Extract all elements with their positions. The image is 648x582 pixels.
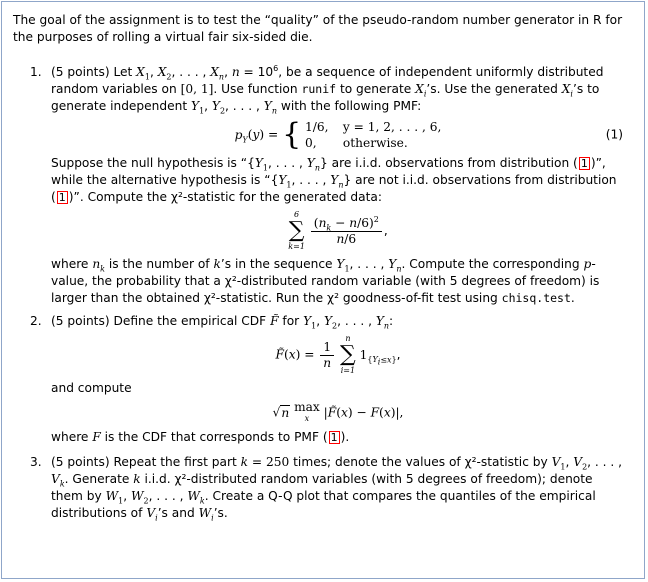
- pmf-case1-cond: y = 1, 2, . . . , 6,: [342, 120, 442, 134]
- task-3-generate: . Generate: [64, 472, 130, 486]
- chisq-test-code: chisq.test: [501, 291, 571, 305]
- assignment-document: [13, 12, 625, 522]
- task-2-text: (5 points) Define the empirical CDF F̃ for $Y_1$, $Y_2$, . . . , $Y_n$:: [51, 314, 394, 331]
- task-2-number: 2.: [30, 314, 42, 328]
- pvalue-desc: -value, the probability that a χ²-distributed random variable (with 5 degrees of freedom) is larger than the obtained χ²-statistic. Run the χ² goodness-of-fit test using: [51, 257, 600, 305]
- pvalue-lead: . Compute the corresponding: [401, 257, 580, 271]
- task-2-where-text: where: [51, 430, 89, 444]
- task-1-lead: (5 points) Let: [51, 65, 133, 79]
- task-1: [13, 64, 625, 307]
- runif-code: runif: [301, 82, 337, 96]
- task-1-where: where $n_k$ is the number of k’s in the sequence $Y_1$, . . . , $Y_n$. Compute the corresponding p-value, the probability that a χ²-distributed random variable (with 5 degrees of freedom) is larger than the obtained χ²-statistic. Run the χ² goodness-of-fit test using chisq.test.: [51, 257, 600, 305]
- task-1-seq-desc: be a sequence of independent uniformly distributed random variables on: [51, 65, 604, 96]
- equation-ref-link[interactable]: 1: [58, 191, 66, 204]
- task-list: [13, 64, 625, 522]
- and-compute-text: and compute: [51, 381, 132, 395]
- chi-square-intro: )”. Compute the χ²-statistic for the generated data:: [68, 190, 382, 204]
- task-3-iid: i.i.d. χ²-distributed random variables (with 5 degrees of freedom); denote them by: [51, 472, 593, 503]
- sequence-desc: ’s in the sequence: [220, 257, 333, 271]
- null-hypothesis-text: are i.i.d. observations from distribution (: [331, 156, 578, 170]
- task-1-hypotheses: Suppose the null hypothesis is “{$Y_1$, . . . , $Y_n$} are i.i.d. observations from distribution ( 1 )”, while the alternative hypothesis is “{$Y_1$, . . . , $Y_n$} are not i.i.d. observations from distribution ( 1 )”. Compute the χ²-statistic for the generated data:: [51, 156, 617, 204]
- task-1-to-generate: to generate: [339, 82, 412, 96]
- task-1-pmf-intro: with the following PMF:: [280, 99, 422, 113]
- pmf-case2-value: 0,: [305, 136, 317, 150]
- task-1-text: (5 points) Let $X_1$, $X_2$, . . . , $X_n$, $n = 10^6$, be a sequence of independent uniformly distributed random variables on [0, 1]. Use function runif to generate $X_i’s$. Use the generated $X_i’s$ to generate independent $Y_1$, $Y_2$, . . . , $Y_n$ with the following PMF:: [51, 63, 604, 116]
- equation-ref-link[interactable]: 1: [330, 431, 338, 444]
- intro-paragraph: The goal of the assignment is to test the “quality” of the pseudo-random number generator in R for the purposes of rolling a virtual fair six-sided die.: [13, 13, 623, 44]
- task-1-use-func: . Use function: [213, 82, 298, 96]
- task-1-gen-indep: ’s to generate independent: [51, 82, 600, 113]
- task-2-for: for: [282, 314, 300, 328]
- task-2-where: where F is the CDF that corresponds to PMF ( 1 ).: [51, 430, 350, 444]
- task-3-qq: . Create a Q-Q plot that compares the quantiles of the empirical distributions of: [51, 489, 596, 520]
- task-1-number: 1.: [30, 65, 42, 79]
- task-3-number: 3.: [30, 455, 42, 469]
- alt-hypothesis-lead: )”, while the alternative hypothesis is “: [51, 156, 606, 187]
- null-hypothesis-lead: Suppose the null hypothesis is “: [51, 156, 248, 170]
- task-3-and: ’s and: [157, 506, 195, 520]
- equation-ref-link[interactable]: 1: [580, 157, 588, 170]
- equation-label: (1): [605, 127, 623, 142]
- count-desc: is the number of: [108, 257, 210, 271]
- ks-equation: √n max x |F̃(x) − F(x)|,: [272, 400, 404, 423]
- cdf-desc: is the CDF that corresponds to PMF (: [104, 430, 328, 444]
- where-text: where: [51, 257, 89, 271]
- ecdf-equation: F̃(x) = $\frac{1}{n}$ n ∑ i=1 $1_{\{Y_i\le x\}}$,: [275, 334, 401, 375]
- task-2: [13, 313, 625, 446]
- task-3-text: (5 points) Repeat the first part k = 250 times; denote the values of χ²-statistic by $V_1$, $V_2$, . . . , $V_k$. Generate k i.i.d. χ²-distributed random variables (with 5 degrees of freedom); denote them by $W_1$, $W_2$, . . . , $W_k$. Create a Q-Q plot that compares the quantiles of the empirical distributions of $V_i’s$ and $W_i’s$.: [51, 455, 623, 523]
- task-2-lead: (5 points) Define the empirical CDF: [51, 314, 267, 328]
- pmf-case1-value: 1/6,: [305, 120, 329, 134]
- chi-square-equation: 6 ∑ k=1 $\frac{(n_k - n/6)^2}{n/6}$ ,: [288, 210, 388, 251]
- task-2-end: ).: [340, 430, 350, 444]
- pmf-equation: $p_Y(y)$ = { 1/6, y = 1, 2, . . . , 6, 0, otherwise. (1): [234, 117, 623, 152]
- task-3: [13, 454, 625, 522]
- task-1-use-generated: ’s. Use the generated: [426, 82, 558, 96]
- task-3-end: ’s.: [213, 506, 228, 520]
- task-1-period: .: [570, 291, 575, 305]
- alt-hypothesis-text: are not i.i.d. observations from distribution (: [51, 173, 617, 204]
- task-3-denote: times; denote the values of χ²-statistic by: [293, 455, 548, 469]
- pmf-case2-cond: otherwise.: [342, 136, 408, 150]
- task-3-lead: (5 points) Repeat the first part: [51, 455, 237, 469]
